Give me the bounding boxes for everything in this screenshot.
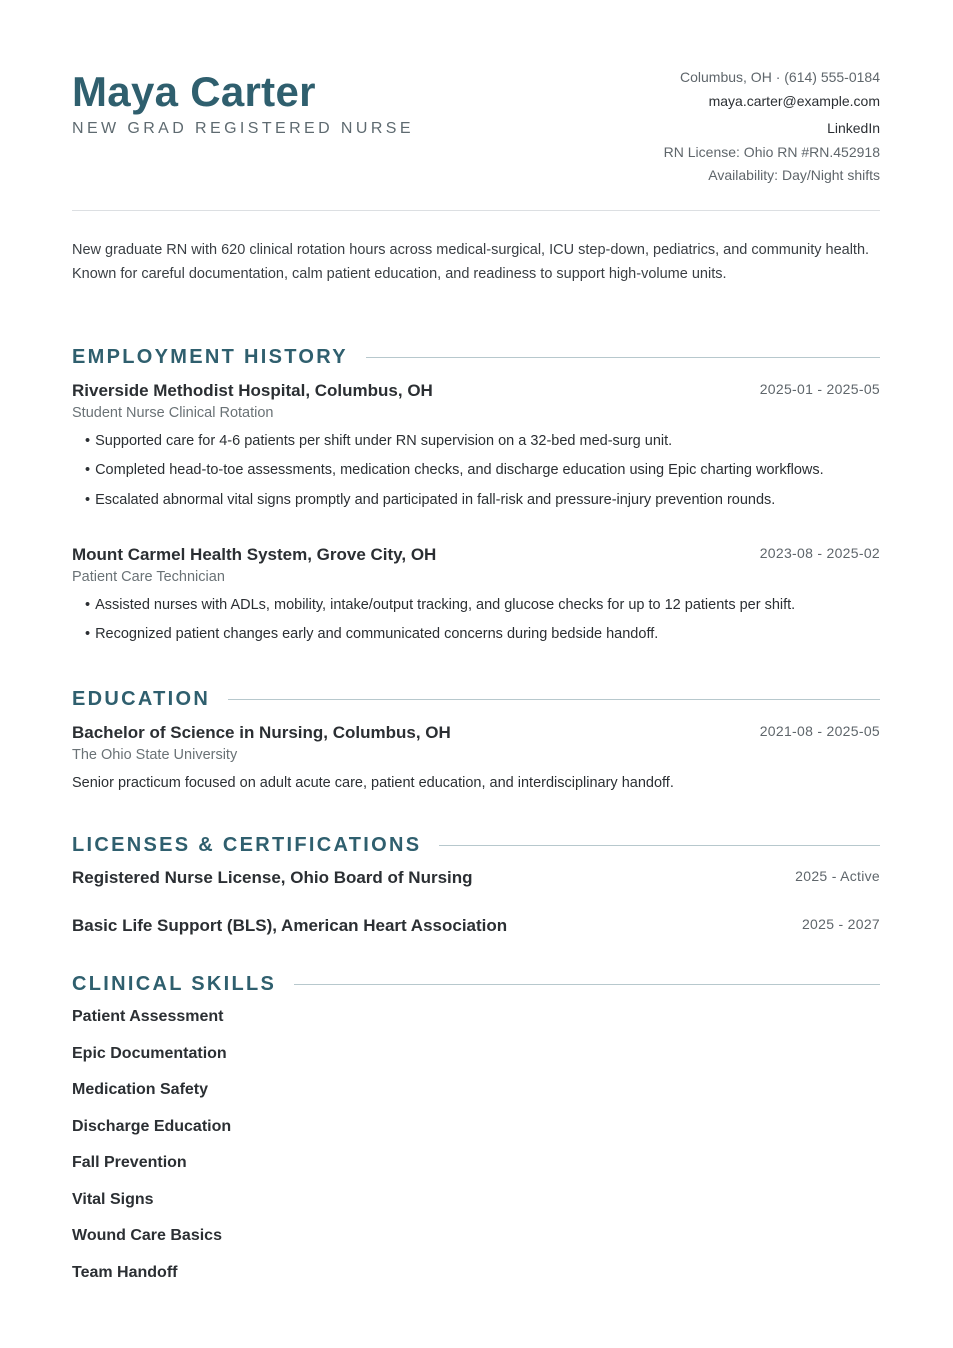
contact-info [664, 66, 880, 188]
job-entry [72, 545, 880, 644]
section-divider [366, 357, 880, 358]
job-dates: 2025-01 - 2025-05 [759, 381, 880, 397]
employment-section-title: EMPLOYMENT HISTORY [72, 346, 348, 368]
candidate-name: Maya Carter [72, 68, 316, 115]
skills-section-title: CLINICAL SKILLS [72, 973, 277, 995]
linkedin-link[interactable]: LinkedIn [827, 120, 880, 136]
section-divider [228, 699, 880, 700]
job-employer: Riverside Methodist Hospital, Columbus, OH [72, 381, 433, 400]
degree-title: Bachelor of Science in Nursing, Columbus, OH [72, 723, 451, 742]
job-bullet: • Escalated abnormal vital signs promptly and participated in fall-risk and pressure-injury prevention rounds. [85, 490, 880, 510]
skill-item: Wound Care Basics [72, 1227, 222, 1244]
education-section-title: EDUCATION [72, 688, 211, 710]
job-entry [72, 381, 880, 510]
job-employer: Mount Carmel Health System, Grove City, OH [72, 545, 437, 564]
job-dates: 2023-08 - 2025-02 [759, 545, 880, 561]
job-role: Student Nurse Clinical Rotation [72, 405, 274, 421]
license-name: Basic Life Support (BLS), American Heart Association [72, 916, 508, 935]
job-bullet: • Completed head-to-toe assessments, medication checks, and discharge education using Epic charting workflows. [85, 460, 880, 480]
skill-item: Patient Assessment [72, 1008, 224, 1025]
job-role: Patient Care Technician [72, 569, 225, 585]
employment-section-header [72, 346, 880, 369]
education-description: Senior practicum focused on adult acute care, patient education, and interdisciplinary handoff. [72, 775, 674, 791]
skill-item: Medication Safety [72, 1081, 209, 1098]
availability: Availability: Day/Night shifts [708, 167, 880, 183]
location-phone: Columbus, OH · (614) 555-0184 [680, 69, 880, 85]
license-dates: 2025 - Active [795, 868, 880, 884]
section-divider [294, 984, 880, 985]
resume-header [72, 66, 880, 211]
school-name: The Ohio State University [72, 747, 238, 763]
job-bullet: • Assisted nurses with ADLs, mobility, intake/output tracking, and glucose checks for up to 12 patients per shift. [85, 595, 880, 615]
job-bullets [72, 595, 880, 645]
license-entry [72, 916, 880, 936]
education-dates: 2021-08 - 2025-05 [759, 723, 880, 739]
license-name: Registered Nurse License, Ohio Board of Nursing [72, 868, 473, 887]
licenses-section-header [72, 834, 880, 857]
profile-summary: New graduate RN with 620 clinical rotation hours across medical-surgical, ICU step-down, pediatrics, and community health. Known for careful documentation, calm patient education, and readiness to support high-volume units. [72, 242, 870, 282]
skill-item: Discharge Education [72, 1118, 232, 1135]
skill-item: Vital Signs [72, 1191, 154, 1208]
skill-item: Team Handoff [72, 1264, 178, 1281]
license-number: RN License: Ohio RN #RN.452918 [663, 143, 880, 160]
job-bullet: • Supported care for 4-6 patients per shift under RN supervision on a 32-bed med-surg unit. [85, 431, 880, 451]
skill-item: Fall Prevention [72, 1154, 187, 1171]
job-bullet: • Recognized patient changes early and communicated concerns during bedside handoff. [85, 624, 880, 644]
job-bullets [72, 431, 880, 510]
candidate-role: NEW GRAD REGISTERED NURSE [72, 120, 414, 137]
education-entry [72, 723, 880, 791]
email-link[interactable]: maya.carter@example.com [708, 92, 880, 109]
license-entry [72, 868, 880, 888]
skills-section-header [72, 973, 880, 996]
skill-item: Epic Documentation [72, 1045, 227, 1062]
licenses-section-title: LICENSES & CERTIFICATIONS [72, 834, 422, 856]
section-divider [439, 845, 880, 846]
education-section-header [72, 688, 880, 711]
license-dates: 2025 - 2027 [801, 916, 880, 932]
